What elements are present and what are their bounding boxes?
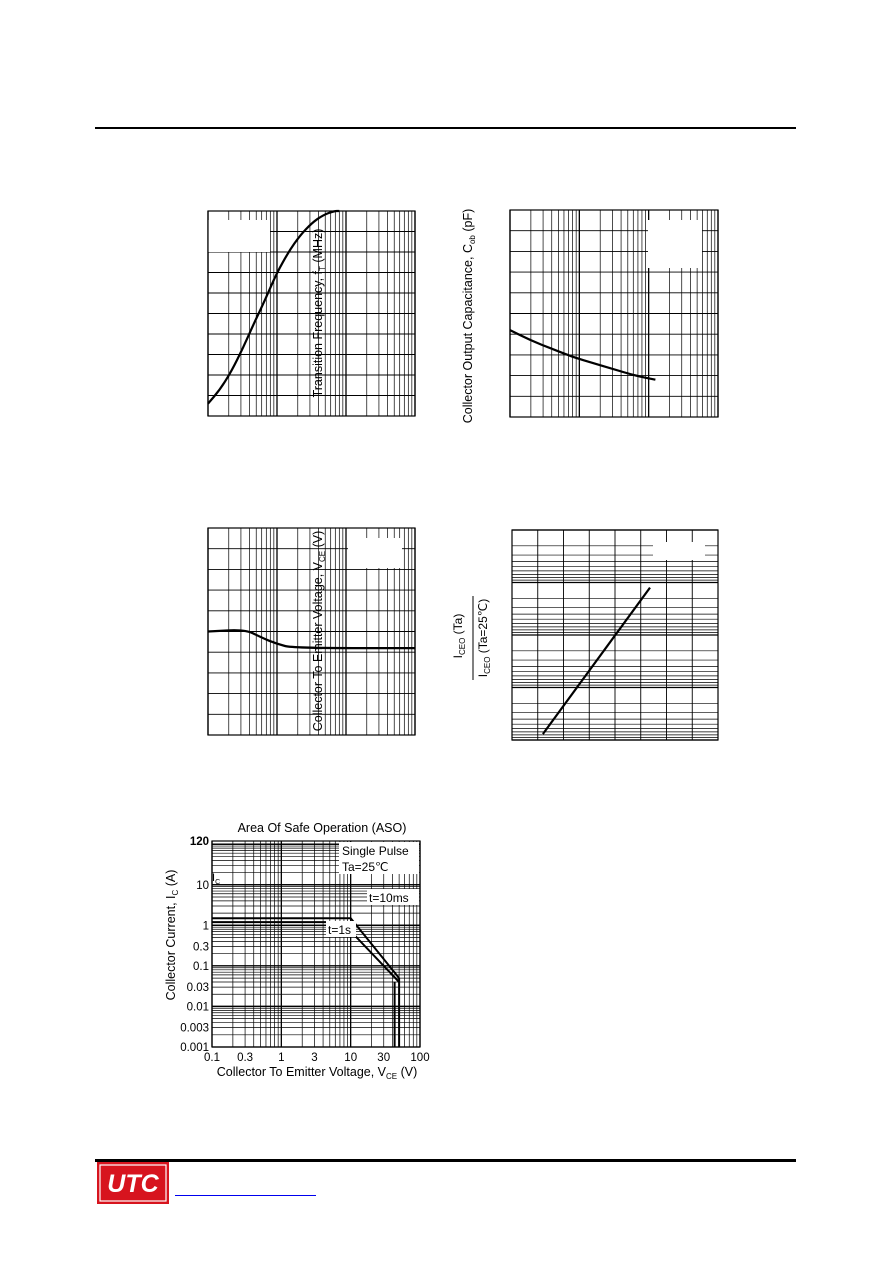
y-tick-labels bbox=[180, 836, 209, 1054]
legend-box bbox=[653, 542, 705, 560]
output-capacitance-chart bbox=[450, 200, 730, 432]
ic-max-label: $I_C$ bbox=[212, 872, 221, 886]
x-tick-label: 30 bbox=[377, 1052, 391, 1064]
legend-box bbox=[348, 538, 402, 568]
legend-temperature: Ta=25℃ bbox=[342, 860, 389, 874]
x-axis-label: Collector To Emitter Voltage, $V_{CE}$ (V) bbox=[216, 1065, 418, 1081]
y-tick-label: 0.001 bbox=[180, 1042, 209, 1054]
label-1s: t=1s bbox=[328, 923, 352, 937]
utc-logo bbox=[97, 1162, 169, 1204]
ratio-numerator: $I_{CEO}$ (Ta) bbox=[451, 613, 467, 659]
y-axis-label: Collector Current, $I_C$ (A) bbox=[164, 869, 180, 1001]
label-10ms: t=10ms bbox=[369, 891, 409, 905]
y-axis-label bbox=[451, 596, 492, 680]
y-tick-label: 0.003 bbox=[180, 1022, 209, 1035]
y-axis-label: Collector Output Capacitance, $C_{ob}$ (pF) bbox=[461, 208, 477, 424]
x-tick-label: 0.1 bbox=[204, 1052, 220, 1064]
x-tick-label: 3 bbox=[311, 1052, 318, 1064]
data-line bbox=[543, 588, 650, 734]
y-axis-label: Collector To Emitter Voltage, $V_{CE}$ (V) bbox=[311, 530, 327, 732]
footer-rule bbox=[95, 1159, 796, 1162]
y-tick-label: 120 bbox=[189, 836, 209, 848]
legend-box bbox=[208, 220, 270, 252]
logo-text: UTC bbox=[107, 1170, 159, 1198]
header-rule bbox=[95, 127, 796, 129]
x-tick-label: 0.3 bbox=[237, 1052, 254, 1064]
legend-box bbox=[648, 220, 702, 268]
chart-title: Area Of Safe Operation (ASO) bbox=[237, 821, 407, 835]
x-tick-label: 1 bbox=[278, 1052, 285, 1064]
x-tick-labels bbox=[204, 1052, 430, 1064]
y-tick-label: 0.01 bbox=[186, 1001, 209, 1014]
y-tick-label: 1 bbox=[202, 920, 209, 933]
y-tick-label: 0.03 bbox=[186, 982, 209, 995]
website-link[interactable] bbox=[175, 1195, 316, 1196]
y-tick-label: 0.3 bbox=[193, 941, 209, 954]
iceo-ratio-chart bbox=[440, 520, 730, 750]
legend-single-pulse: Single Pulse bbox=[342, 844, 409, 858]
aso-series-1 bbox=[212, 922, 399, 982]
vce-chart bbox=[150, 518, 425, 748]
y-tick-label: 0.1 bbox=[193, 960, 209, 973]
aso-chart bbox=[150, 815, 450, 1085]
x-tick-label: 10 bbox=[344, 1052, 358, 1064]
y-axis-label: Transition Frequency, $f_T$ (MHz) bbox=[311, 228, 327, 398]
transition-frequency-chart bbox=[150, 200, 425, 430]
ratio-denominator: $I_{CEO}$ (Ta=25℃) bbox=[476, 598, 492, 678]
x-tick-label: 100 bbox=[410, 1052, 430, 1064]
y-tick-label: 10 bbox=[196, 879, 209, 892]
